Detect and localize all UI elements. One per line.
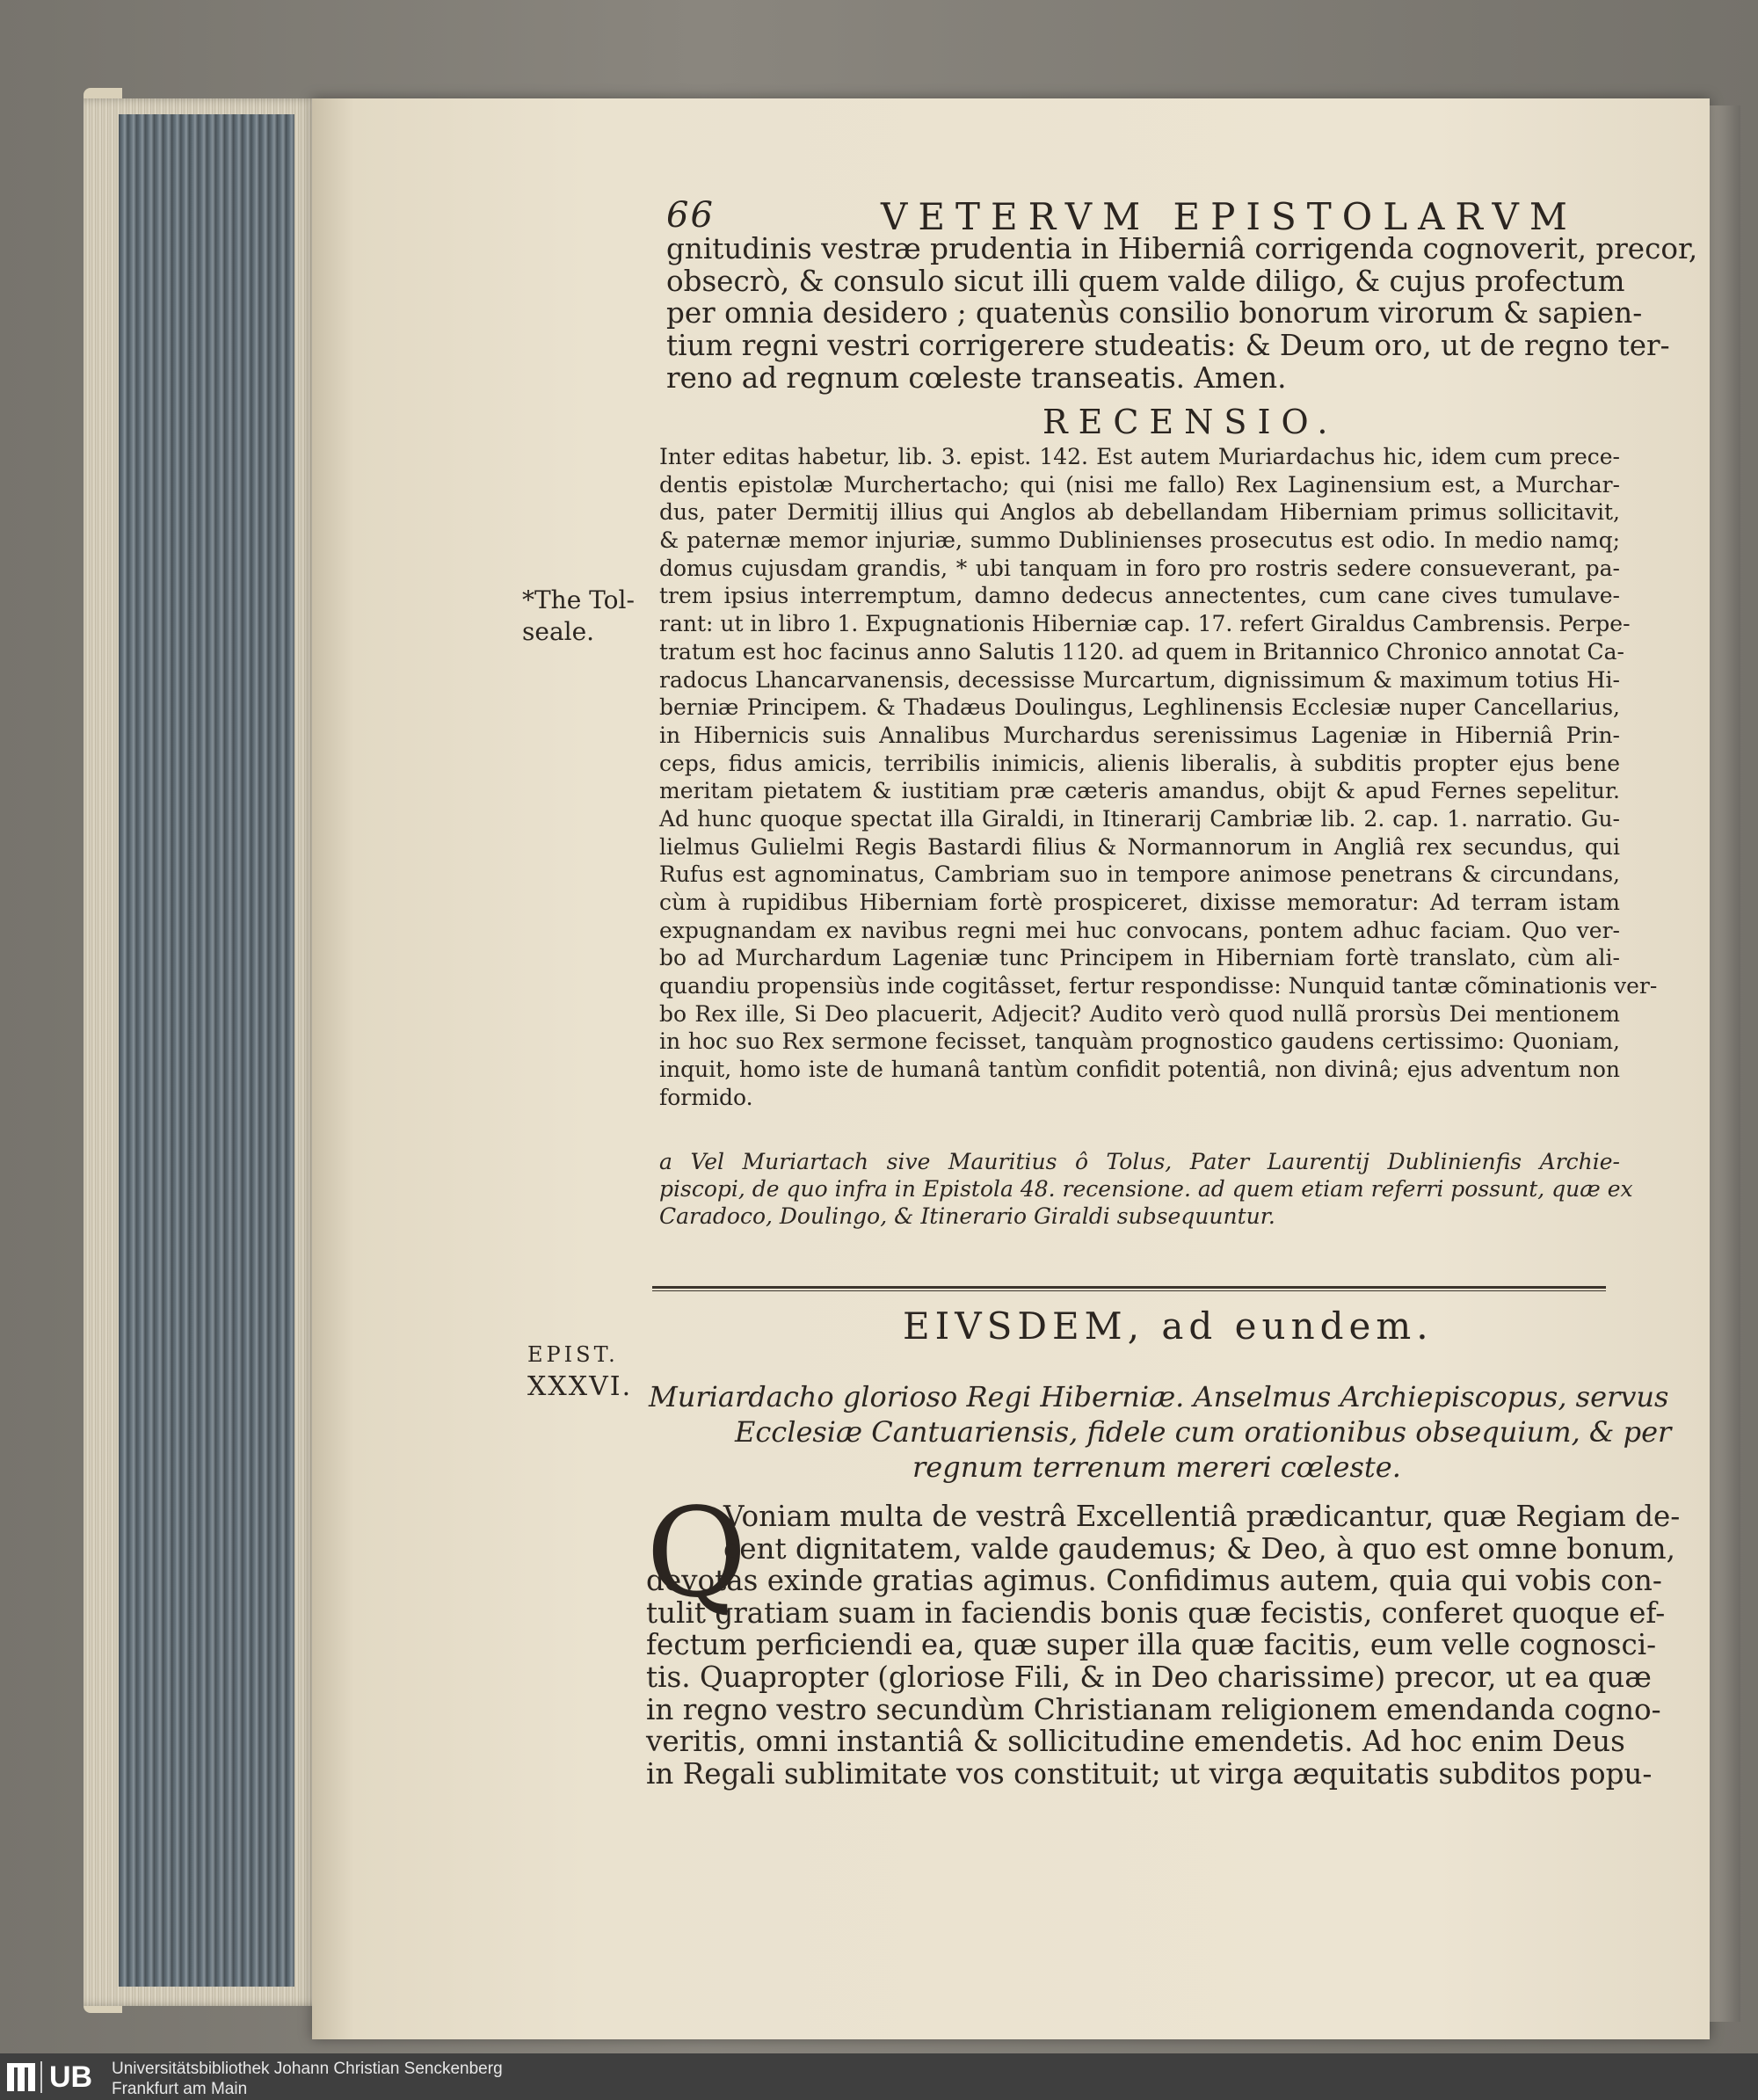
- recensio-line: cùm à rupidibus Hiberniam fortè prospiceret, dixisse memoratur: Ad terram istam: [659, 890, 1620, 915]
- letter-opening-block: [723, 1500, 1681, 1566]
- section-title: EIVSDEM, ad eundem.: [903, 1304, 1434, 1348]
- recensio-line: Ad hunc quoque spectat illa Giraldi, in Itinerarij Cambriæ lib. 2. cap. 1. narratio. Gu-: [659, 805, 1620, 832]
- letter-line: Voniam multa de vestrâ Excellentiâ prædicantur, quæ Regiam de-: [723, 1500, 1681, 1533]
- margin-note-line: seale.: [522, 617, 595, 646]
- recensio-line: meritam pietatem & iustitiam præ cæteris amandus, obijt & apud Fernes sepelitur.: [659, 778, 1620, 804]
- recensio-line: lielmus Gulielmi Regis Bastardi filius & Normannorum in Angliâ rex secundus, qui: [659, 833, 1620, 860]
- recensio-line: formido.: [659, 1084, 753, 1110]
- letter-line: veritis, omni instantiâ & sollicitudine emendetis. Ad hoc enim Deus: [646, 1725, 1625, 1759]
- margin-note-line: *The Tol-: [522, 585, 635, 614]
- recensio-line: radocus Lhancarvanensis, decessisse Murcartum, dignissimum & maximum totius Hi-: [659, 666, 1620, 693]
- recensio-line: dentis epistolæ Murchertacho; qui (nisi me fallo) Rex Laginensium est, a Murchar-: [659, 471, 1620, 498]
- section-divider: [652, 1286, 1606, 1289]
- recensio-line: dus, pater Dermitij illius qui Anglos ab debellandam Hiberniam primus sollicitavit,: [659, 499, 1620, 526]
- letter-line: devotas exinde gratias agimus. Confidimus autem, quia qui vobis con-: [646, 1564, 1662, 1597]
- page-number: 66: [666, 195, 715, 236]
- section-divider-thin: [652, 1290, 1606, 1291]
- footnote-line: piscopi, de quo infra in Epistola 48. recensione. ad quem etiam referri possunt, quæ ex: [659, 1176, 1633, 1202]
- body-line: tium regni vestri corrigerere studeatis: & Deum oro, ut de regno ter-: [666, 329, 1670, 363]
- letter-line: cent dignitatem, valde gaudemus; & Deo, à quo est omne bonum,: [723, 1531, 1675, 1566]
- letter-line: tis. Quapropter (gloriose Fili, & in Deo charissime) precor, ut ea quæ: [646, 1660, 1652, 1695]
- recensio-line: tratum est hoc facinus anno Salutis 1120. ad quem in Britannico Chronico annotat Ca-: [659, 638, 1624, 665]
- letter-line: tulit gratiam suam in faciendis bonis quæ fecistis, conferet quoque ef-: [646, 1595, 1666, 1630]
- recensio-line: berniæ Principem. & Thadæus Doulingus, Leghlinensis Ecclesiæ nuper Cancellarius,: [659, 694, 1620, 721]
- salutation-line: regnum terrenum mereri cœleste.: [912, 1450, 1401, 1484]
- letter-line: in Regali sublimitate vos constituit; ut virga æquitatis subditos popu-: [646, 1757, 1653, 1791]
- footnote-line: a Vel Muriartach sive Mauritius ô Tolus, Pater Laurentij Dublinienfis Archie-: [659, 1149, 1620, 1174]
- recensio-line: rant: ut in libro 1. Expugnationis Hiberniæ cap. 17. refert Giraldus Cambrensis. Perpe-: [659, 611, 1631, 637]
- recensio-line: trem ipsius interremptum, damno dedecus annectentes, cum cane cives tumulave-: [659, 583, 1620, 609]
- body-line: gnitudinis vestræ prudentia in Hiberniâ corrigenda cognoverit, precor,: [666, 232, 1698, 265]
- body-line: per omnia desidero ; quatenùs consilio bonorum virorum & sapien-: [666, 296, 1643, 331]
- recensio-line: inquit, homo iste de humanâ tantùm confidit potentiâ, non divinâ; ejus adventum non: [659, 1057, 1620, 1083]
- body-line: obsecrò, & consulo sicut illi quem valde diligo, & cujus profectum: [666, 264, 1625, 298]
- recensio-line: domus cujusdam grandis, * ubi tanquam in foro pro rostris sedere consueverant, pa-: [659, 555, 1620, 581]
- footer-library-city: Frankfurt am Main: [112, 2080, 248, 2098]
- book-page-stack-shadow: [119, 114, 294, 1987]
- salutation-line: Muriardacho glorioso Regi Hiberniæ. Anselmus Archiepiscopus, servus: [649, 1380, 1669, 1413]
- library-logo-text: UB: [49, 2060, 93, 2094]
- running-head: VETERVM EPISTOLARVM: [881, 195, 1578, 238]
- recensio-line: in Hibernicis suis Annalibus Murchardus serenissimus Lageniæ in Hiberniâ Prin-: [659, 722, 1620, 748]
- recensio-line: Inter editas habetur, lib. 3. epist. 142. Est autem Muriardachus hic, idem cum prece-: [659, 444, 1620, 469]
- footnote-line: Caradoco, Doulingo, & Itinerario Giraldi subsequuntur.: [659, 1203, 1275, 1229]
- letter-line: in regno vestro secundùm Christianam religionem emendanda cogno-: [646, 1692, 1661, 1726]
- facing-page-edge: [1710, 105, 1740, 2022]
- recensio-heading: RECENSIO.: [1042, 403, 1339, 441]
- salutation-line: Ecclesiæ Cantuariensis, fidele cum orationibus obsequium, & per: [735, 1415, 1672, 1449]
- body-text-block: [666, 232, 1698, 395]
- recensio-line: quandiu propensiùs inde cogitâsset, fertur respondisse: Nunquid tantæ cõminationis ver-: [659, 973, 1658, 999]
- recensio-line: & paternæ memor injuriæ, summo Dublinienses prosecutus est odio. In medio namq;: [659, 527, 1620, 554]
- recensio-line: ceps, fidus amicis, terribilis inimicis, alienis liberalis, à subditis propter ejus bene: [659, 750, 1620, 776]
- epistle-number: XXXVI.: [527, 1371, 633, 1402]
- recensio-text-block: [659, 443, 1658, 1112]
- recensio-line: bo Rex ille, Si Deo placuerit, Adjecit? Audito verò quod nullã prorsùs Dei mentionem: [659, 1000, 1620, 1027]
- recensio-line: expugnandam ex navibus regni mei huc convocans, pontem adhuc faciam. Quo ver-: [659, 917, 1620, 943]
- body-line: reno ad regnum cœleste transeatis. Amen.: [666, 360, 1287, 395]
- recensio-line: bo ad Murchardum Lageniæ tunc Principem in Hiberniam fortè translato, cùm ali-: [659, 945, 1620, 971]
- recensio-line: Rufus est agnominatus, Cambriam suo in tempore animose penetrans & circundans,: [659, 861, 1620, 888]
- drop-capital: Q: [646, 1482, 747, 1625]
- salutation-block: [649, 1379, 1672, 1485]
- epistle-label: EPIST.: [527, 1342, 619, 1367]
- recensio-line: in hoc suo Rex sermone fecisset, tanquàm prognostico gaudens certissimo: Quoniam,: [659, 1028, 1620, 1055]
- footnote-block: [659, 1148, 1633, 1230]
- letter-line: fectum perficiendi ea, quæ super illa quæ facitis, eum velle cognosci-: [646, 1628, 1657, 1662]
- letter-text-block: [646, 1564, 1666, 1791]
- margin-note: [522, 585, 635, 648]
- footer-library-name: Universitätsbibliothek Johann Christian Senckenberg: [112, 2060, 503, 2078]
